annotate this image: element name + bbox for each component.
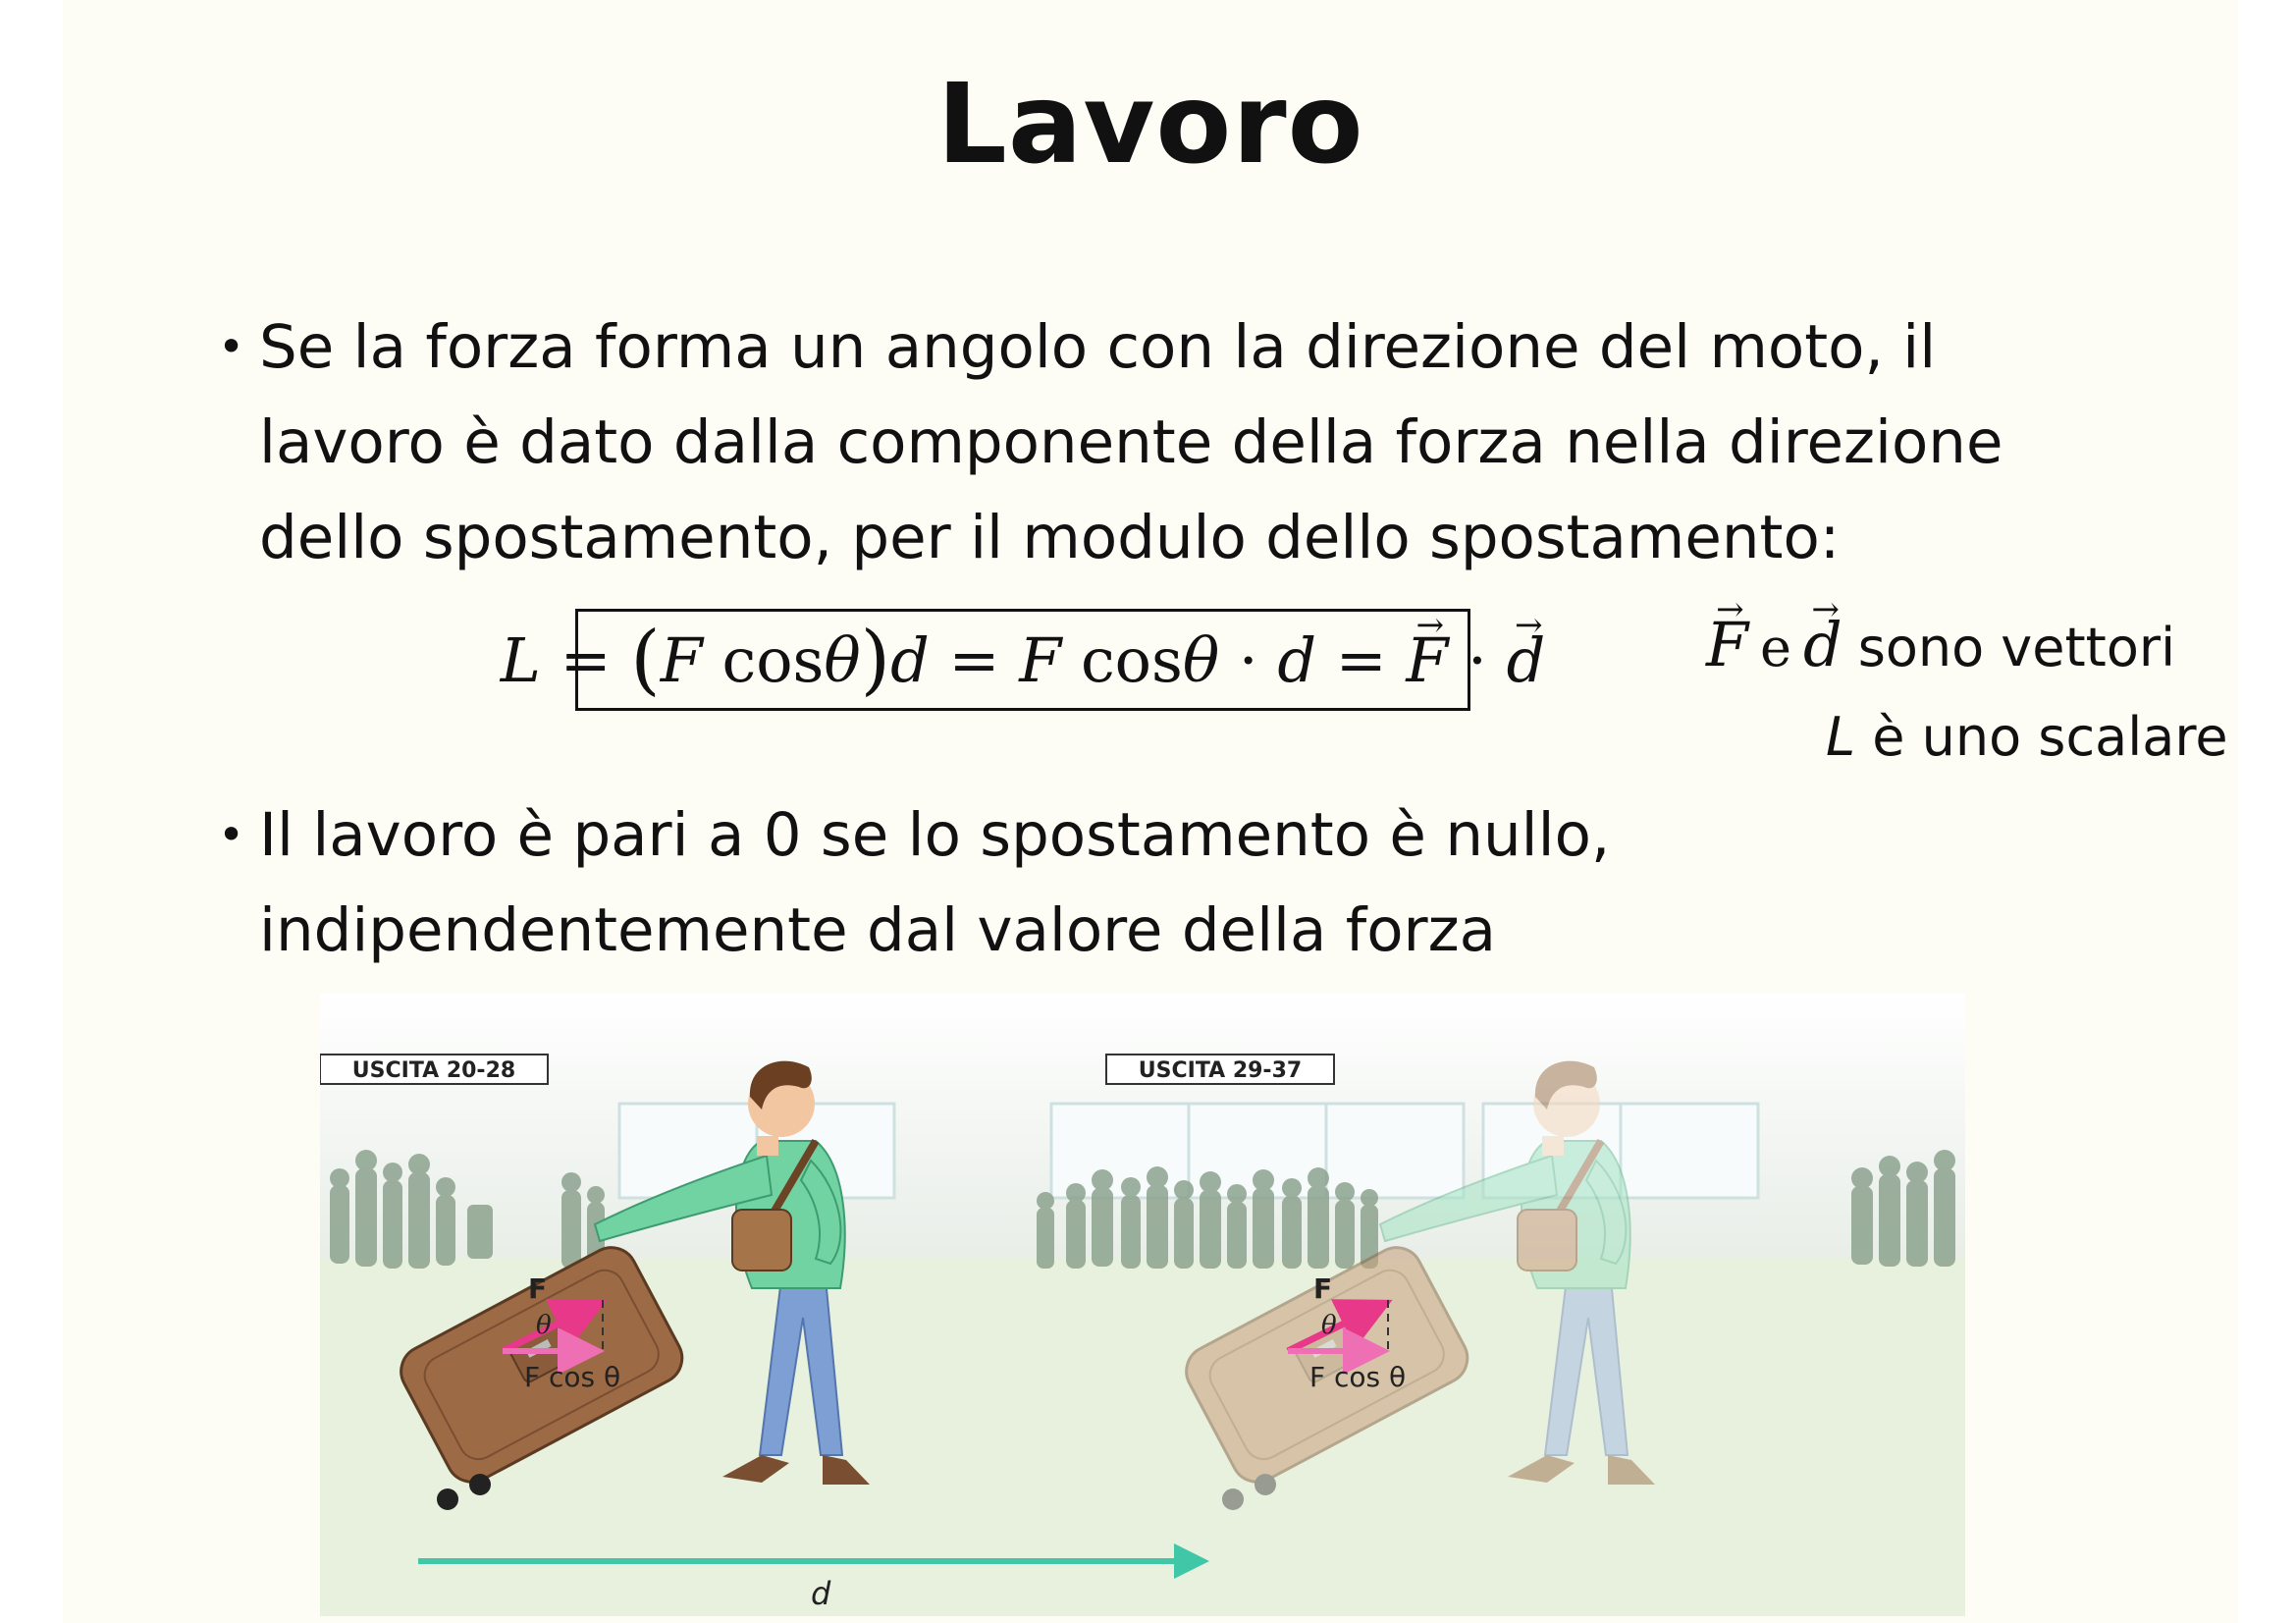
formula-dot-2: ·	[1468, 623, 1487, 696]
bullet-2-line-1: Il lavoro è pari a 0 se lo spostamento è nullo,	[259, 800, 1611, 870]
displacement-label: d	[811, 1575, 831, 1612]
bullet-2-line-2: indipendentemente dal valore della forza	[259, 895, 1497, 965]
work-illustration	[320, 994, 1965, 1616]
formula-dot-1: ·	[1238, 623, 1258, 696]
formula-F-2: F	[1019, 623, 1062, 696]
component-label: F cos θ	[524, 1361, 621, 1393]
side-note-e: e	[1760, 617, 1791, 678]
formula-cos-1: cos	[721, 623, 825, 696]
wheel	[437, 1488, 458, 1510]
formula-eq-1: =	[560, 623, 612, 696]
side-note-d-vector: → d	[1803, 609, 1842, 680]
formula-d-vector: → d	[1507, 624, 1546, 696]
wheel	[1222, 1488, 1244, 1510]
formula-theta-2: θ	[1182, 623, 1220, 696]
sign-left-text: USCITA 20-28	[351, 1058, 516, 1083]
side-note-vectors	[1706, 609, 2216, 680]
bullet-marker: •	[218, 808, 245, 861]
bullet-2	[218, 787, 2124, 978]
work-formula	[500, 609, 1546, 711]
formula-d-2: d	[1277, 623, 1317, 696]
force-label: F	[1313, 1272, 1333, 1305]
slide	[63, 0, 2238, 1623]
bullet-1-line-3: dello spostamento, per il modulo dello spostamento:	[259, 503, 1841, 572]
formula-lparen: (	[630, 616, 661, 704]
illustration-svg	[320, 994, 1965, 1616]
slide-title: Lavoro	[936, 61, 1364, 189]
formula-d-1: d	[890, 623, 930, 696]
formula-rparen: )	[860, 616, 891, 704]
wheel	[469, 1474, 491, 1495]
formula-F-1: F	[660, 623, 703, 696]
side-note-L: L	[1826, 706, 1856, 768]
bullet-1-line-2: lavoro è dato dalla componente della forza nella direzione	[259, 407, 2003, 477]
component-label: F cos θ	[1309, 1361, 1407, 1393]
formula-L: L	[500, 623, 541, 696]
angle-label: θ	[1321, 1311, 1337, 1340]
sign-right	[1106, 1055, 1334, 1084]
angle-label: θ	[536, 1311, 552, 1340]
side-note-vectors-text: sono vettori	[1857, 617, 2176, 678]
formula-eq-2: =	[948, 623, 1000, 696]
formula-theta-1: θ	[824, 623, 861, 696]
side-note-scalar-text: è uno scalare	[1872, 706, 2228, 768]
side-note-scalar	[1826, 706, 2228, 768]
formula-eq-3: =	[1335, 623, 1387, 696]
formula-F-vector: → F	[1406, 624, 1448, 696]
bullet-1	[218, 299, 2124, 585]
wheel	[1255, 1474, 1276, 1495]
sign-left	[320, 1055, 548, 1084]
bullet-1-line-1: Se la forza forma un angolo con la direzione del moto, il	[259, 312, 1937, 382]
side-note-F-vector: → F	[1706, 609, 1748, 680]
sign-right-text: USCITA 29-37	[1138, 1058, 1303, 1083]
force-label: F	[528, 1272, 548, 1305]
side-note	[1706, 609, 2228, 768]
bullet-marker: •	[218, 320, 245, 373]
formula-cos-2: cos	[1080, 623, 1183, 696]
